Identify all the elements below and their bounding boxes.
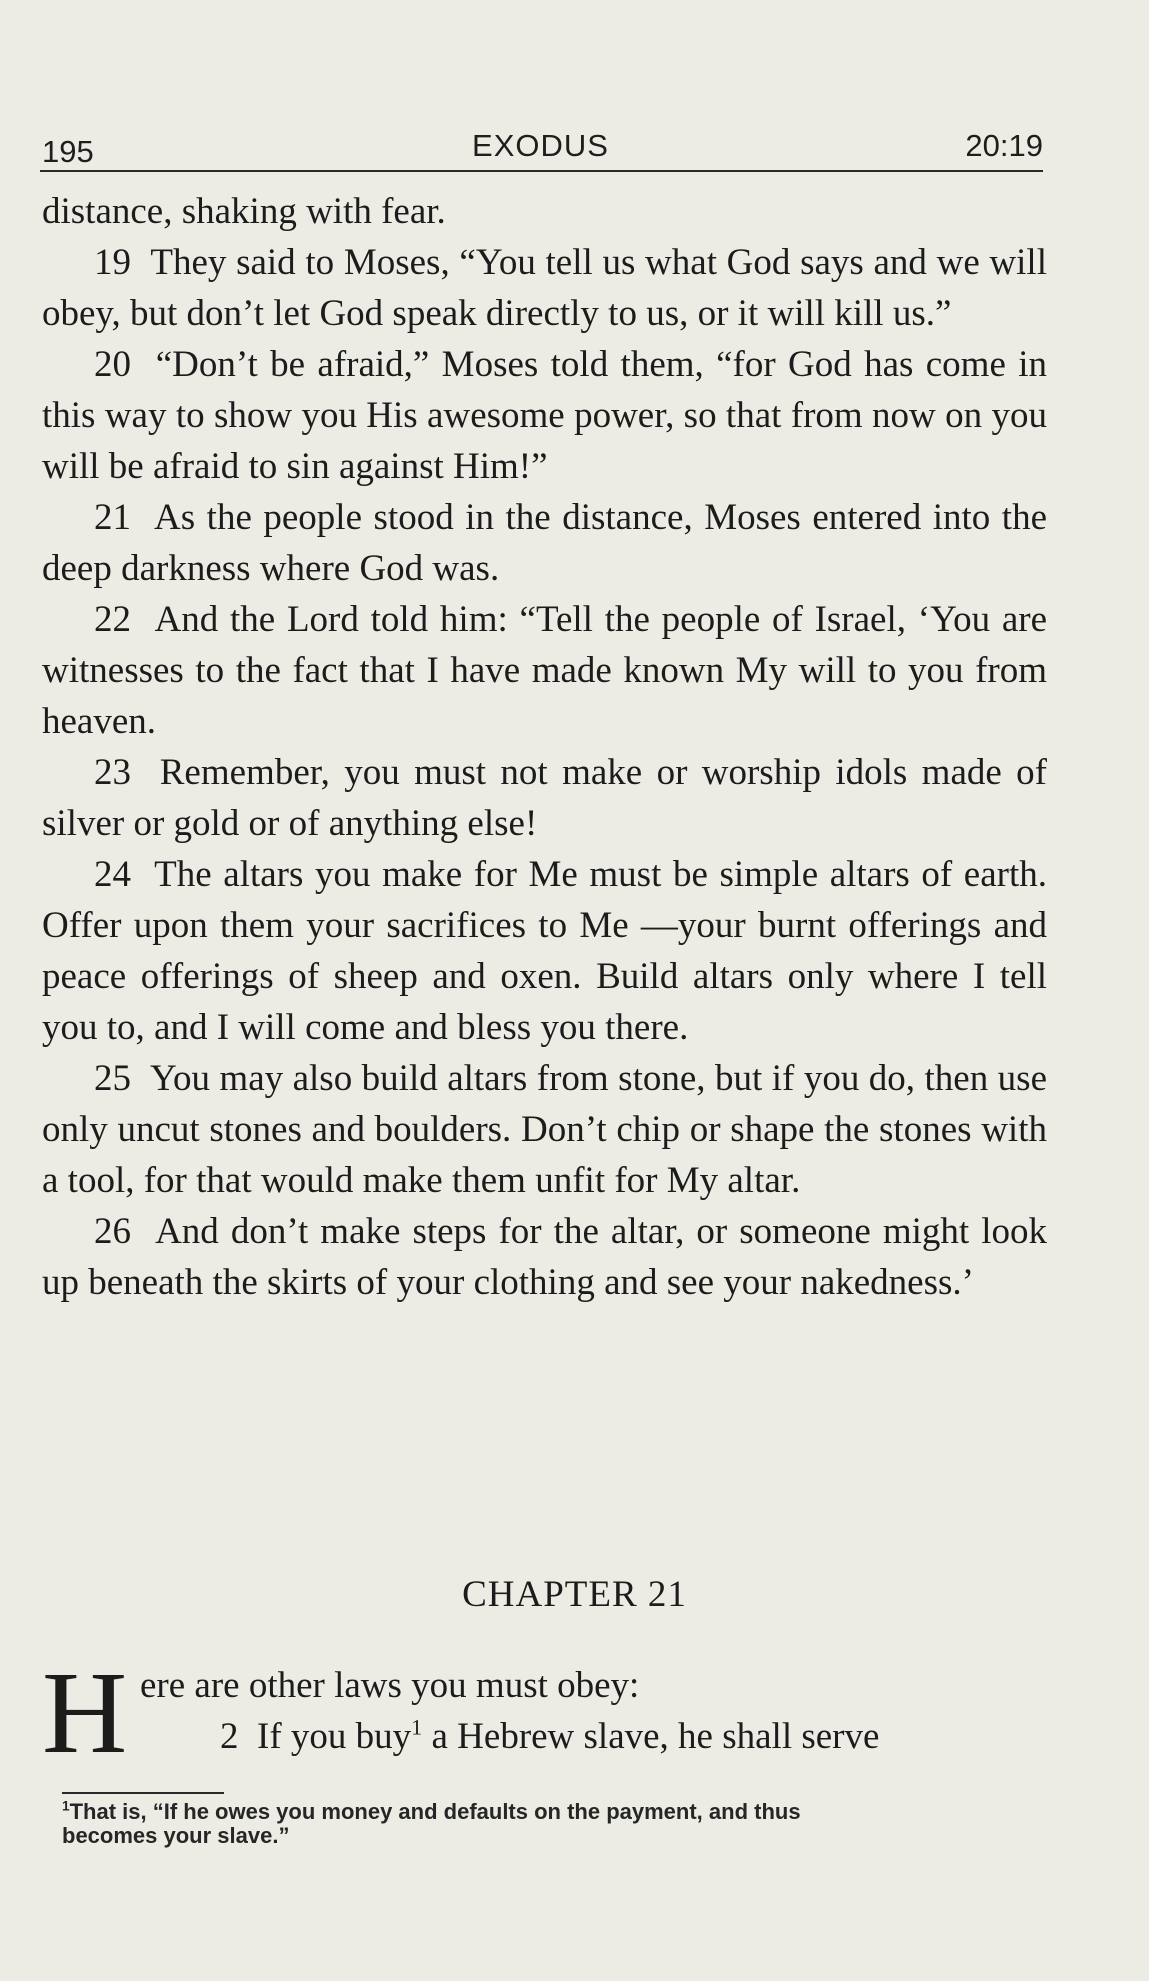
scripture-text (42, 186, 1047, 1308)
verse-26 (42, 1206, 1047, 1308)
footnote-reference: 1 (411, 1714, 423, 1740)
verse-23 (42, 747, 1047, 849)
verse-text: Remember, you must not make or worship idols made of silver or gold or of anything else! (42, 752, 1048, 844)
verse-number: 22 (94, 599, 131, 640)
verse-number: 25 (94, 1058, 131, 1099)
verse-number: 2 (220, 1716, 239, 1757)
verse-19 (42, 237, 1047, 339)
continued-text: distance, shaking with fear. (42, 191, 446, 232)
verse-24 (42, 849, 1047, 1053)
verse-22 (42, 594, 1047, 747)
verse-25 (42, 1053, 1047, 1206)
verse-number: 21 (94, 497, 131, 538)
footnote (62, 1800, 1056, 1848)
verse-text: If you buy (257, 1716, 412, 1757)
verse-21 (42, 492, 1047, 594)
chapter-first-line: ere are other laws you must obey: (140, 1665, 640, 1706)
verse-text-continued: a Hebrew slave, he shall serve (422, 1716, 880, 1757)
book-title: EXODUS (472, 128, 609, 163)
header-rule (40, 170, 1043, 172)
verse-20 (42, 339, 1047, 492)
verse-text: And the Lord told him: “Tell the people of Israel, ‘You are witnesses to the fact that I have made known My will to you from heaven. (42, 599, 1048, 742)
verse-number: 23 (94, 752, 131, 793)
verse-number: 26 (94, 1211, 131, 1252)
chapter-heading: CHAPTER 21 (462, 1574, 687, 1615)
verse-text: “Don’t be afraid,” Moses told them, “for God has come in this way to show you His awesome power, so that from now on you will be afraid to sin against Him!” (42, 344, 1048, 487)
running-header (38, 124, 1043, 170)
drop-cap: H (42, 1647, 128, 1778)
verse-2 (220, 1711, 879, 1762)
verse-text: You may also build altars from stone, but if you do, then use only uncut stones and boulders. Don’t chip or shape the stones with a tool, for that would make them unfit for My altar. (42, 1058, 1047, 1201)
verse-text: As the people stood in the distance, Moses entered into the deep darkness where God was. (42, 497, 1047, 589)
verse-number: 20 (94, 344, 131, 385)
chapter-verse-reference: 20:19 (965, 128, 1043, 163)
verse-text: And don’t make steps for the altar, or someone might look up beneath the skirts of your clothing and see your nakedness.’ (42, 1211, 1047, 1303)
footnote-text: That is, “If he owes you money and defaults on the payment, and thus (69, 1799, 801, 1824)
verse-text: They said to Moses, “You tell us what God says and we will obey, but don’t let God speak directly to us, or it will kill us.” (42, 242, 1047, 334)
verse-text: The altars you make for Me must be simple altars of earth. Offer upon them your sacrifices to Me —your burnt offerings and peace offerings of sheep and oxen. Build altars only where I tell you to, and I will come and bless you there. (42, 854, 1048, 1048)
verse-number: 24 (94, 854, 131, 895)
footnote-line-2: becomes your slave.” (62, 1823, 290, 1848)
page-number: 195 (42, 134, 94, 169)
verse-number: 19 (94, 242, 131, 283)
footnote-mark: 1 (62, 1798, 70, 1814)
footnote-rule (62, 1792, 224, 1794)
footnote-line-1 (62, 1800, 1056, 1824)
